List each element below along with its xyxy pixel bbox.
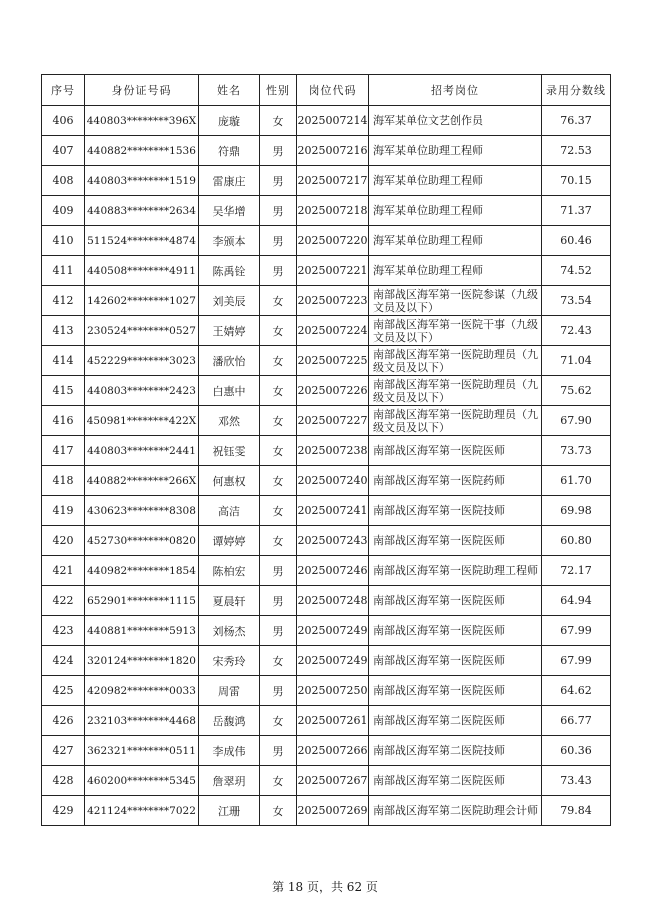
name-cell: 周雷: [199, 676, 260, 706]
serial-cell: 417: [42, 436, 85, 466]
score-cell: 60.80: [542, 526, 611, 556]
header-position: 招考岗位: [369, 75, 542, 106]
serial-cell: 419: [42, 496, 85, 526]
serial-cell: 423: [42, 616, 85, 646]
post-code-cell: 2025007261: [297, 706, 369, 736]
id-number-cell: 440803********1519: [85, 166, 199, 196]
name-cell: 高洁: [199, 496, 260, 526]
score-cell: 75.62: [542, 376, 611, 406]
gender-cell: 女: [260, 706, 297, 736]
post-code-cell: 2025007248: [297, 586, 369, 616]
id-number-cell: 420982********0033: [85, 676, 199, 706]
name-cell: 刘杨杰: [199, 616, 260, 646]
serial-cell: 418: [42, 466, 85, 496]
table-row: [42, 706, 611, 736]
position-cell: 南部战区海军第一医院助理员（九级文员及以下）: [369, 346, 542, 376]
position-cell: 海军某单位助理工程师: [369, 226, 542, 256]
position-cell: 南部战区海军第一医院助理员（九级文员及以下）: [369, 376, 542, 406]
score-cell: 61.70: [542, 466, 611, 496]
score-cell: 72.43: [542, 316, 611, 346]
post-code-cell: 2025007250: [297, 676, 369, 706]
table-row: [42, 646, 611, 676]
name-cell: 王婧婷: [199, 316, 260, 346]
serial-cell: 413: [42, 316, 85, 346]
id-number-cell: 362321********0511: [85, 736, 199, 766]
gender-cell: 女: [260, 286, 297, 316]
position-cell: 南部战区海军第一医院医师: [369, 616, 542, 646]
id-number-cell: 440803********2423: [85, 376, 199, 406]
id-number-cell: 440881********5913: [85, 616, 199, 646]
name-cell: 陈柏宏: [199, 556, 260, 586]
serial-cell: 406: [42, 106, 85, 136]
table-row: [42, 466, 611, 496]
serial-cell: 412: [42, 286, 85, 316]
score-cell: 72.17: [542, 556, 611, 586]
score-cell: 67.90: [542, 406, 611, 436]
position-cell: 南部战区海军第二医院技师: [369, 736, 542, 766]
score-cell: 71.37: [542, 196, 611, 226]
position-cell: 南部战区海军第一医院助理员（九级文员及以下）: [369, 406, 542, 436]
post-code-cell: 2025007246: [297, 556, 369, 586]
gender-cell: 男: [260, 556, 297, 586]
serial-cell: 428: [42, 766, 85, 796]
post-code-cell: 2025007224: [297, 316, 369, 346]
score-cell: 73.43: [542, 766, 611, 796]
score-cell: 67.99: [542, 646, 611, 676]
page-number: 第 18 页，共 62 页: [272, 880, 378, 894]
id-number-cell: 320124********1820: [85, 646, 199, 676]
position-cell: 南部战区海军第一医院参谋（九级文员及以下）: [369, 286, 542, 316]
gender-cell: 女: [260, 526, 297, 556]
gender-cell: 女: [260, 466, 297, 496]
position-cell: 海军某单位助理工程师: [369, 256, 542, 286]
name-cell: 陈禹铨: [199, 256, 260, 286]
position-cell: 海军某单位助理工程师: [369, 136, 542, 166]
post-code-cell: 2025007220: [297, 226, 369, 256]
table-row: [42, 616, 611, 646]
serial-cell: 424: [42, 646, 85, 676]
serial-cell: 429: [42, 796, 85, 826]
gender-cell: 女: [260, 796, 297, 826]
name-cell: 庞璇: [199, 106, 260, 136]
id-number-cell: 440982********1854: [85, 556, 199, 586]
serial-cell: 410: [42, 226, 85, 256]
table-row: [42, 586, 611, 616]
header-name: 姓名: [199, 75, 260, 106]
id-number-cell: 440883********2634: [85, 196, 199, 226]
table-row: [42, 406, 611, 436]
post-code-cell: 2025007238: [297, 436, 369, 466]
gender-cell: 女: [260, 436, 297, 466]
gender-cell: 男: [260, 196, 297, 226]
name-cell: 符鼎: [199, 136, 260, 166]
table-row: [42, 316, 611, 346]
gender-cell: 男: [260, 256, 297, 286]
table-row: [42, 376, 611, 406]
post-code-cell: 2025007221: [297, 256, 369, 286]
name-cell: 何惠权: [199, 466, 260, 496]
gender-cell: 男: [260, 736, 297, 766]
id-number-cell: 440803********396X: [85, 106, 199, 136]
table-row: [42, 136, 611, 166]
id-number-cell: 511524********4874: [85, 226, 199, 256]
table-row: [42, 496, 611, 526]
post-code-cell: 2025007223: [297, 286, 369, 316]
score-cell: 73.73: [542, 436, 611, 466]
serial-cell: 425: [42, 676, 85, 706]
serial-cell: 427: [42, 736, 85, 766]
post-code-cell: 2025007226: [297, 376, 369, 406]
position-cell: 南部战区海军第一医院药师: [369, 466, 542, 496]
table-row: [42, 436, 611, 466]
table-row: [42, 256, 611, 286]
post-code-cell: 2025007249: [297, 646, 369, 676]
table-row: [42, 346, 611, 376]
post-code-cell: 2025007225: [297, 346, 369, 376]
gender-cell: 女: [260, 376, 297, 406]
position-cell: 南部战区海军第二医院助理会计师: [369, 796, 542, 826]
name-cell: 刘美辰: [199, 286, 260, 316]
id-number-cell: 430623********8308: [85, 496, 199, 526]
gender-cell: 女: [260, 406, 297, 436]
position-cell: 海军某单位文艺创作员: [369, 106, 542, 136]
position-cell: 南部战区海军第一医院医师: [369, 646, 542, 676]
position-cell: 南部战区海军第一医院干事（九级文员及以下）: [369, 316, 542, 346]
name-cell: 李成伟: [199, 736, 260, 766]
id-number-cell: 142602********1027: [85, 286, 199, 316]
table-row: [42, 526, 611, 556]
name-cell: 夏晨轩: [199, 586, 260, 616]
id-number-cell: 460200********5345: [85, 766, 199, 796]
id-number-cell: 440882********1536: [85, 136, 199, 166]
score-cell: 73.54: [542, 286, 611, 316]
serial-cell: 414: [42, 346, 85, 376]
gender-cell: 女: [260, 106, 297, 136]
score-cell: 64.62: [542, 676, 611, 706]
serial-cell: 407: [42, 136, 85, 166]
serial-cell: 416: [42, 406, 85, 436]
id-number-cell: 450981********422X: [85, 406, 199, 436]
position-cell: 南部战区海军第一医院医师: [369, 436, 542, 466]
post-code-cell: 2025007243: [297, 526, 369, 556]
id-number-cell: 440508********4911: [85, 256, 199, 286]
post-code-cell: 2025007240: [297, 466, 369, 496]
score-cell: 71.04: [542, 346, 611, 376]
position-cell: 海军某单位助理工程师: [369, 166, 542, 196]
position-cell: 南部战区海军第一医院医师: [369, 676, 542, 706]
post-code-cell: 2025007214: [297, 106, 369, 136]
post-code-cell: 2025007269: [297, 796, 369, 826]
gender-cell: 男: [260, 616, 297, 646]
gender-cell: 男: [260, 586, 297, 616]
serial-cell: 421: [42, 556, 85, 586]
name-cell: 吴华增: [199, 196, 260, 226]
table-row: [42, 736, 611, 766]
serial-cell: 426: [42, 706, 85, 736]
table-row: [42, 106, 611, 136]
post-code-cell: 2025007241: [297, 496, 369, 526]
post-code-cell: 2025007266: [297, 736, 369, 766]
id-number-cell: 230524********0527: [85, 316, 199, 346]
table-row: [42, 556, 611, 586]
score-cell: 72.53: [542, 136, 611, 166]
header-serial: 序号: [42, 75, 85, 106]
name-cell: 江珊: [199, 796, 260, 826]
position-cell: 南部战区海军第一医院医师: [369, 586, 542, 616]
table-row: [42, 196, 611, 226]
score-table: [41, 74, 611, 826]
post-code-cell: 2025007218: [297, 196, 369, 226]
gender-cell: 男: [260, 136, 297, 166]
name-cell: 詹翠玥: [199, 766, 260, 796]
header-id-number: 身份证号码: [85, 75, 199, 106]
name-cell: 宋秀玲: [199, 646, 260, 676]
serial-cell: 415: [42, 376, 85, 406]
table-row: [42, 766, 611, 796]
score-cell: 69.98: [542, 496, 611, 526]
gender-cell: 女: [260, 346, 297, 376]
position-cell: 南部战区海军第一医院医师: [369, 526, 542, 556]
id-number-cell: 232103********4468: [85, 706, 199, 736]
position-cell: 南部战区海军第二医院医师: [369, 766, 542, 796]
gender-cell: 男: [260, 226, 297, 256]
position-cell: 海军某单位助理工程师: [369, 196, 542, 226]
header-row: [42, 75, 611, 106]
name-cell: 李颁本: [199, 226, 260, 256]
position-cell: 南部战区海军第二医院医师: [369, 706, 542, 736]
serial-cell: 409: [42, 196, 85, 226]
name-cell: 谭婷婷: [199, 526, 260, 556]
score-cell: 67.99: [542, 616, 611, 646]
id-number-cell: 652901********1115: [85, 586, 199, 616]
gender-cell: 女: [260, 496, 297, 526]
position-cell: 南部战区海军第一医院助理工程师: [369, 556, 542, 586]
id-number-cell: 440882********266X: [85, 466, 199, 496]
post-code-cell: 2025007217: [297, 166, 369, 196]
post-code-cell: 2025007267: [297, 766, 369, 796]
header-score-line: 录用分数线: [542, 75, 611, 106]
table-row: [42, 166, 611, 196]
score-cell: 66.77: [542, 706, 611, 736]
name-cell: 白惠中: [199, 376, 260, 406]
name-cell: 雷康庄: [199, 166, 260, 196]
post-code-cell: 2025007216: [297, 136, 369, 166]
name-cell: 邓然: [199, 406, 260, 436]
gender-cell: 女: [260, 646, 297, 676]
gender-cell: 男: [260, 166, 297, 196]
gender-cell: 女: [260, 766, 297, 796]
id-number-cell: 440803********2441: [85, 436, 199, 466]
score-cell: 60.46: [542, 226, 611, 256]
score-cell: 74.52: [542, 256, 611, 286]
score-cell: 76.37: [542, 106, 611, 136]
score-cell: 79.84: [542, 796, 611, 826]
table-row: [42, 226, 611, 256]
serial-cell: 411: [42, 256, 85, 286]
position-cell: 南部战区海军第一医院技师: [369, 496, 542, 526]
gender-cell: 女: [260, 316, 297, 346]
serial-cell: 422: [42, 586, 85, 616]
name-cell: 祝钰雯: [199, 436, 260, 466]
table-row: [42, 286, 611, 316]
serial-cell: 408: [42, 166, 85, 196]
table-row: [42, 796, 611, 826]
table-row: [42, 676, 611, 706]
id-number-cell: 452730********0820: [85, 526, 199, 556]
header-post-code: 岗位代码: [297, 75, 369, 106]
id-number-cell: 421124********7022: [85, 796, 199, 826]
id-number-cell: 452229********3023: [85, 346, 199, 376]
score-cell: 64.94: [542, 586, 611, 616]
gender-cell: 男: [260, 676, 297, 706]
post-code-cell: 2025007227: [297, 406, 369, 436]
score-cell: 60.36: [542, 736, 611, 766]
serial-cell: 420: [42, 526, 85, 556]
score-cell: 70.15: [542, 166, 611, 196]
name-cell: 岳馥鸿: [199, 706, 260, 736]
post-code-cell: 2025007249: [297, 616, 369, 646]
name-cell: 潘欣怡: [199, 346, 260, 376]
header-gender: 性别: [260, 75, 297, 106]
